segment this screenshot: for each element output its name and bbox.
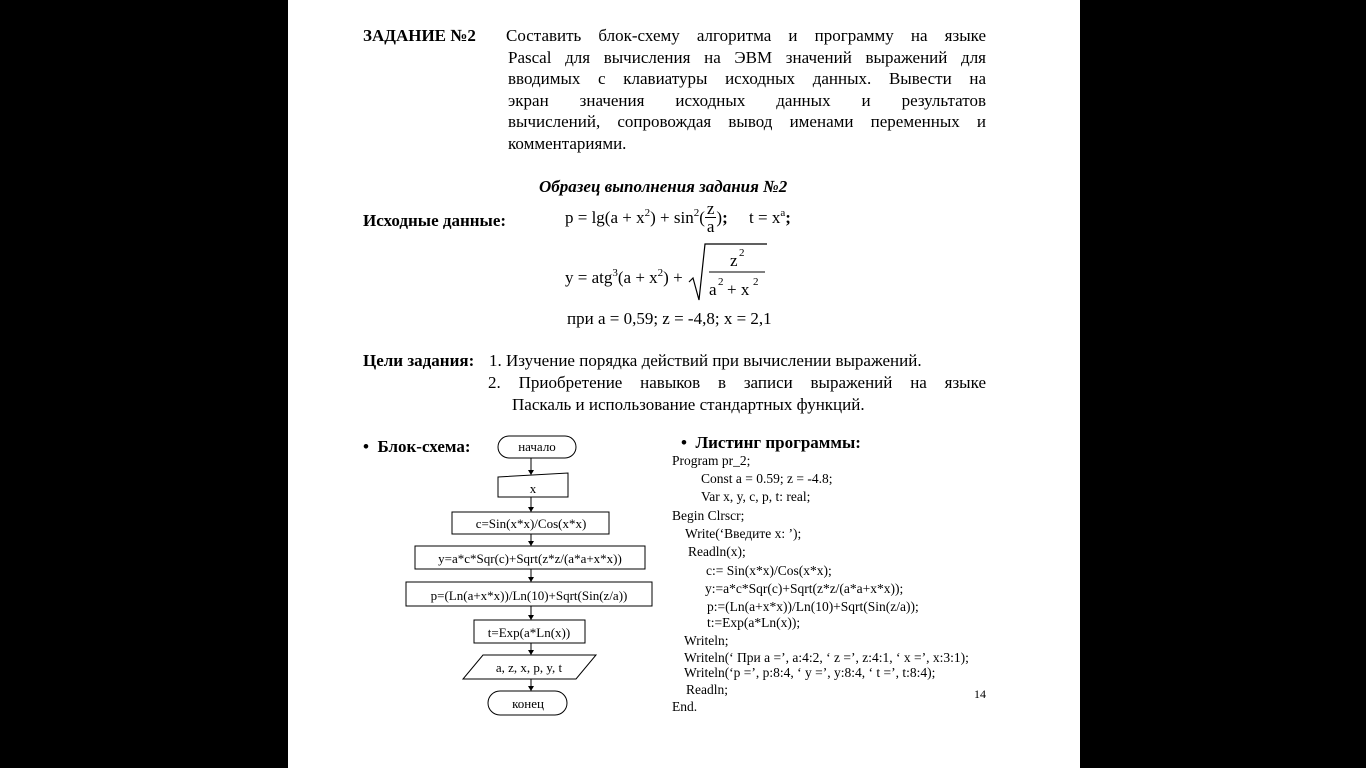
task-line-1: Составить блок-схему алгоритма и программу на языке [506, 26, 986, 45]
svg-text:z: z [729, 251, 738, 270]
goal-item-2: 2. Приобретение навыков в записи выражений на языке [488, 373, 986, 392]
flow-start-text: начало [518, 439, 556, 454]
listing-line-6: Readln(x); [688, 544, 746, 559]
listing-line-5: Write(‘Введите x: ’); [685, 526, 802, 541]
listing-label-text: Листинг программы: [695, 433, 861, 452]
sample-title: Образец выполнения задания №2 [539, 177, 788, 196]
listing-line-4: Begin Clrscr; [672, 508, 745, 523]
flow-output-text: a, z, x, p, y, t [495, 660, 563, 675]
svg-text:2: 2 [738, 247, 745, 259]
initial-params: при a = 0,59; z = -4,8; x = 2,1 [567, 309, 772, 328]
flow-end-text: конец [512, 696, 544, 711]
page-number: 14 [974, 687, 986, 701]
svg-text:a: a [708, 280, 717, 299]
task-line-6: комментариями. [508, 134, 627, 153]
listing-bullet: • [681, 433, 687, 452]
goal-item-3: Паскаль и использование стандартных функций. [512, 395, 865, 414]
listing-line-7: c:= Sin(x*x)/Cos(x*x); [706, 563, 832, 578]
flow-process-t-text: t=Exp(a*Ln(x)) [487, 625, 571, 640]
formula-y: $y = atg^3(a + x^2)$ + z 2 a 2 + x 2 [565, 244, 769, 306]
listing-line-14: Readln; [686, 682, 728, 697]
flow-process-y-text: y=a*c*Sqr(c)+Sqrt(z*z/(a*a+x*x)) [438, 551, 622, 566]
goal-item-1: 1. Изучение порядка действий при вычислении выражений. [489, 351, 922, 370]
listing-line-1: Program pr_2; [672, 453, 751, 468]
listing-line-3: Var x, y, c, p, t: real; [701, 489, 811, 504]
task-label: ЗАДАНИЕ №2 [363, 26, 476, 45]
listing-label [681, 432, 861, 454]
flow-process-c-text: c=Sin(x*x)/Cos(x*x) [475, 516, 587, 531]
task-line-4: экран значения исходных данных и результатов [508, 91, 986, 110]
initial-data-label: Исходные данные: [363, 211, 507, 230]
listing-line-15: End. [672, 699, 698, 714]
listing-line-10: t:=Exp(a*Ln(x)); [707, 615, 801, 630]
goals-label: Цели задания: [363, 351, 475, 370]
task-line-3: вводимых с клавиатуры исходных данных. Вывести на [508, 69, 986, 88]
flow-input-text: x [529, 481, 537, 496]
svg-text:+ x: + x [726, 280, 750, 299]
svg-text:2: 2 [752, 276, 759, 288]
flow-process-p-text: p=(Ln(a+x*x))/Ln(10)+Sqrt(Sin(z/a)) [430, 588, 628, 603]
flowchart-label-text: Блок-схема: [377, 437, 471, 456]
listing-line-8: y:=a*c*Sqr(c)+Sqrt(z*z/(a*a+x*x)); [705, 581, 904, 596]
listing-line-12: Writeln(‘ При a =’, a:4:2, ‘ z =’, z:4:1, ‘ x =’, x:3:1); [684, 650, 969, 665]
task-line-2: Pascal для вычисления на ЭВМ значений выражений для [508, 48, 986, 67]
listing-line-2: Const a = 0.59; z = -4.8; [701, 471, 833, 486]
listing-line-11: Writeln; [684, 633, 729, 648]
listing-line-13: Writeln(‘p =’, p:8:4, ‘ y =’, y:8:4, ‘ t =’, t:8:4); [684, 665, 936, 680]
svg-text:2: 2 [717, 276, 724, 288]
listing-line-9: p:=(Ln(a+x*x))/Ln(10)+Sqrt(Sin(z/a)); [707, 599, 919, 614]
document-page [288, 0, 1080, 768]
flowchart-bullet: • [363, 437, 369, 456]
task-line-5: вычислений, сопровождая вывод именами переменных и [508, 112, 986, 131]
formula-p-t: $p = \lg(a + x^2) + \sin^2$( $\frac{z}{a}$ ); $t = x^a$; [565, 199, 791, 236]
